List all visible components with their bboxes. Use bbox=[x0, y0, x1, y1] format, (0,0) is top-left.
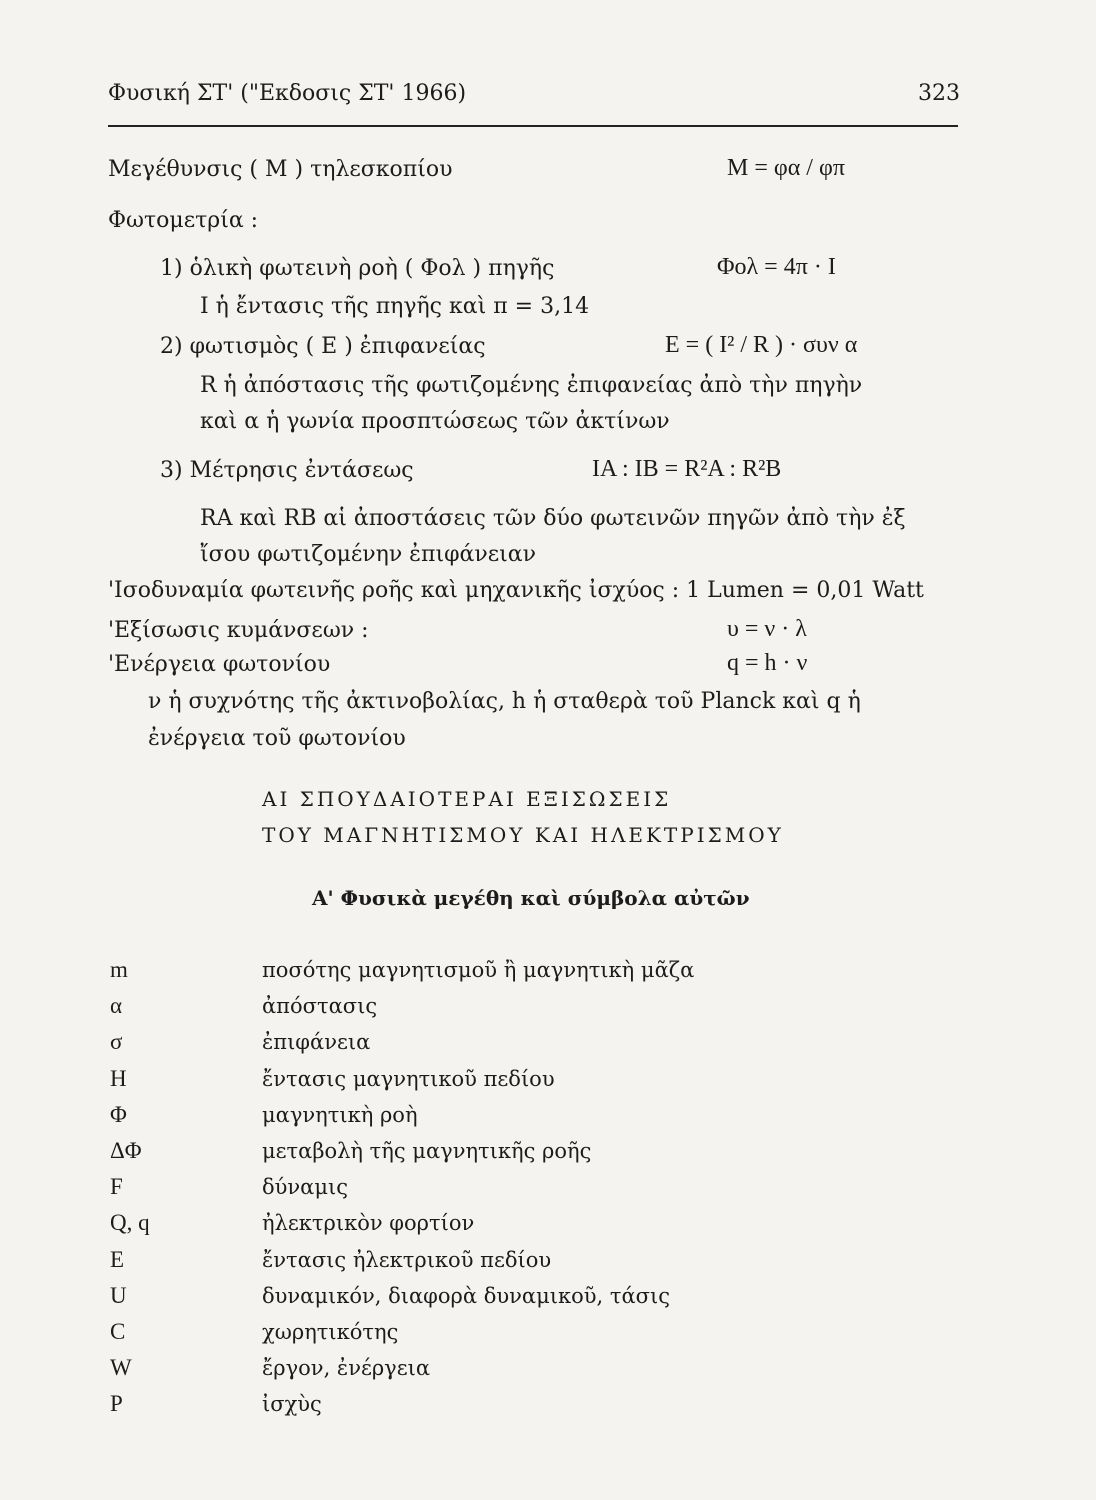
symbol-definition: ἔντασις μαγνητικοῦ πεδίου bbox=[262, 1066, 555, 1091]
symbol-letter: U bbox=[110, 1282, 127, 1308]
photon-note-2: ἐνέργεια τοῦ φωτονίου bbox=[148, 726, 406, 751]
running-header-title: Φυσική ΣΤ' ("Εκδοσις ΣΤ' 1966) bbox=[108, 81, 467, 106]
symbol-definition: ἐπιφάνεια bbox=[262, 1030, 371, 1055]
symbol-letter: P bbox=[110, 1391, 123, 1417]
symbol-definition: μεταβολὴ τῆς μαγνητικῆς ροῆς bbox=[262, 1139, 592, 1163]
symbol-definition: ἔργον, ἐνέργεια bbox=[262, 1356, 431, 1381]
intensity-equation: IA : IB = R²A : R²B bbox=[592, 456, 782, 482]
symbol-letter: ΔΦ bbox=[110, 1138, 142, 1163]
symbol-letter: α bbox=[110, 993, 123, 1019]
section-heading-2: ΤΟΥ ΜΑΓΝΗΤΙΣΜΟΥ ΚΑΙ ΗΛΕΚΤΡΙΣΜΟΥ bbox=[262, 823, 784, 847]
symbol-letter: H bbox=[110, 1065, 127, 1091]
symbol-letter: Φ bbox=[110, 1101, 127, 1127]
symbol-letter: m bbox=[110, 957, 128, 982]
symbol-definition: δύναμις bbox=[262, 1175, 348, 1200]
magnification-label: Μεγέθυνσις ( M ) τηλεσκοπίου bbox=[108, 157, 453, 182]
wave-equation: υ = ν · λ bbox=[727, 616, 807, 642]
symbol-definition: μαγνητικὴ ροὴ bbox=[262, 1102, 418, 1127]
symbol-letter: E bbox=[110, 1246, 125, 1272]
illumination-label: 2) φωτισμὸς ( E ) ἐπιφανείας bbox=[160, 334, 486, 359]
magnification-equation: M = φα / φπ bbox=[727, 155, 845, 181]
photon-energy-label: 'Ενέργεια φωτονίου bbox=[108, 652, 331, 677]
symbol-definition: ἰσχὺς bbox=[262, 1392, 322, 1417]
intensity-note-1: RA καὶ RB αἱ ἀποστάσεις τῶν δύο φωτεινῶν πηγῶν ἀπὸ τὴν ἐξ bbox=[200, 506, 906, 531]
subsection-heading: Α' Φυσικὰ μεγέθη καὶ σύμβολα αὐτῶν bbox=[312, 886, 750, 910]
symbol-definition: ἀπόστασις bbox=[262, 994, 378, 1019]
symbol-definition: χωρητικότης bbox=[262, 1320, 399, 1344]
photon-equation: q = h · ν bbox=[727, 650, 808, 676]
intensity-label: 3) Μέτρησις ἐντάσεως bbox=[160, 458, 414, 483]
symbol-letter: σ bbox=[110, 1029, 123, 1055]
symbol-letter: C bbox=[110, 1319, 126, 1344]
header-rule bbox=[108, 125, 958, 127]
illumination-note-1: R ἡ ἀπόστασις τῆς φωτιζομένης ἐπιφανείας ἀπὸ τὴν πηγὴν bbox=[200, 373, 863, 398]
intensity-note-2: ἴσου φωτιζομένην ἐπιφάνειαν bbox=[200, 542, 536, 567]
wave-equation-label: 'Εξίσωσις κυμάνσεων : bbox=[108, 618, 369, 643]
symbol-letter: W bbox=[110, 1355, 132, 1381]
photometry-label: Φωτομετρία : bbox=[108, 208, 259, 233]
equivalence-line: 'Ισοδυναμία φωτεινῆς ροῆς καὶ μηχανικῆς ἰσχύος : 1 Lumen = 0,01 Watt bbox=[108, 578, 924, 603]
symbol-letter: F bbox=[110, 1174, 123, 1200]
symbol-definition: δυναμικόν, διαφορὰ δυναμικοῦ, τάσις bbox=[262, 1283, 670, 1308]
section-heading-1: ΑΙ ΣΠΟΥΔΑΙΟΤΕΡΑΙ ΕΞΙΣΩΣΕΙΣ bbox=[262, 787, 672, 811]
illumination-note-2: καὶ α ἡ γωνία προσπτώσεως τῶν ἀκτίνων bbox=[200, 409, 670, 434]
illumination-equation: E = ( I² / R ) · συν α bbox=[665, 332, 858, 358]
symbol-definition: ποσότης μαγνητισμοῦ ἢ μαγνητικὴ μᾶζα bbox=[262, 958, 695, 982]
photon-note-1: ν ἡ συχνότης τῆς ἀκτινοβολίας, h ἡ σταθερὰ τοῦ Planck καὶ q ἡ bbox=[148, 689, 861, 714]
page-number: 323 bbox=[918, 81, 960, 106]
flux-equation: Φολ = 4π · I bbox=[717, 254, 836, 280]
symbol-definition: ἠλεκτρικὸν φορτίον bbox=[262, 1211, 475, 1236]
flux-label: 1) ὁλικὴ φωτεινὴ ροὴ ( Φολ ) πηγῆς bbox=[160, 256, 555, 281]
symbol-letter: Q, q bbox=[110, 1210, 150, 1236]
flux-note: I ἡ ἔντασις τῆς πηγῆς καὶ π = 3,14 bbox=[200, 294, 590, 319]
symbol-definition: ἔντασις ἠλεκτρικοῦ πεδίου bbox=[262, 1247, 552, 1272]
